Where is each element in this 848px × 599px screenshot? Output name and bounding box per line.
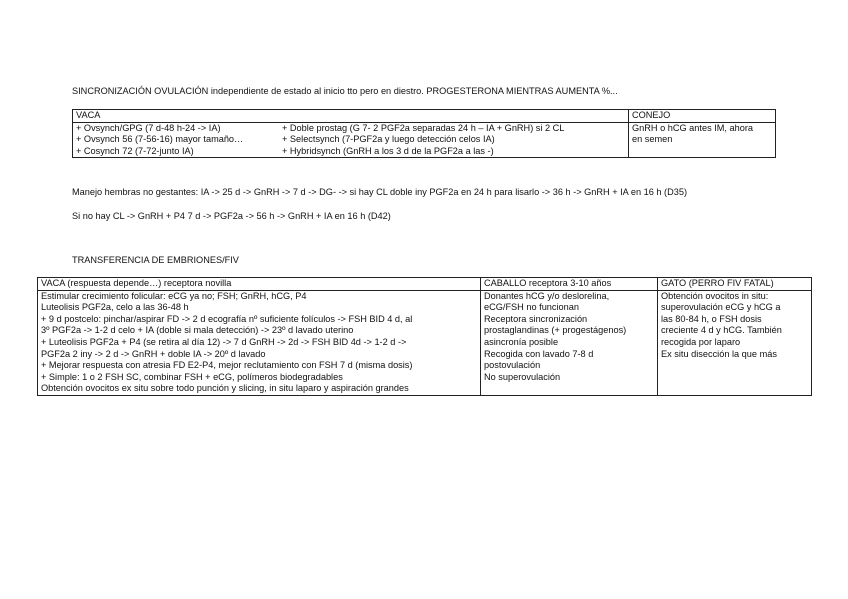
protocol-line: + Cosynch 72 (7-72-junto IA) <box>76 145 194 156</box>
cell-vaca-protocols-1 <box>73 122 280 158</box>
table-transferencia <box>37 277 812 396</box>
vaca-line: + Mejorar respuesta con atresia FD E2-P4, mejor reclutamiento con FSH 7 d (misma dosis) <box>41 360 413 371</box>
section-title-transferencia: TRANSFERENCIA DE EMBRIONES/FIV <box>72 255 239 265</box>
manejo-paragraph-1: Manejo hembras no gestantes: IA -> 25 d -> GnRH -> 7 d -> DG- -> si hay CL doble iny PGF2a en 24 h para lisarlo -> 36 h -> GnRH + IA en 16 h (D35) <box>72 187 688 197</box>
protocol-line: + Selectsynch (7-PGF2a y luego detección celos IA) <box>282 134 495 145</box>
caballo-line: eCG/FSH no funcionan <box>484 302 579 313</box>
cell-vaca <box>38 290 481 395</box>
protocol-line: + Ovsynch/GPG (7 d-48 h-24 -> IA) <box>76 122 221 133</box>
header-caballo: CABALLO receptora 3-10 años <box>481 278 658 291</box>
gato-line: Obtención ovocitos in situ: <box>661 290 769 301</box>
conejo-line: en semen <box>632 134 673 145</box>
cell-caballo <box>481 290 658 395</box>
gato-line: recogida por laparo <box>661 336 741 347</box>
gato-line: las 80-84 h, o FSH dosis <box>661 313 762 324</box>
vaca-line: PGF2a 2 iny -> 2 d -> GnRH + doble IA -> 20º d lavado <box>41 348 266 359</box>
section-title-sincronizacion: SINCRONIZACIÓN OVULACIÓN independiente de estado al inicio tto pero en diestro. PROGESTERONA MIENTRAS AUMENTA %... <box>72 86 618 96</box>
vaca-line: + 9 d postcelo: pinchar/aspirar FD -> 2 d ecografía nº suficiente folículos -> FSH BID 4 d, al <box>41 313 413 324</box>
header-gato: GATO (PERRO FIV FATAL) <box>658 278 812 291</box>
gato-line: superovulación eCG y hCG a <box>661 302 781 313</box>
caballo-line: prostaglandinas (+ progestágenos) <box>484 325 627 336</box>
caballo-line: asincronía posible <box>484 336 559 347</box>
protocol-line: + Ovsynch 56 (7-56-16) mayor tamaño… <box>76 134 244 145</box>
caballo-line: Recogida con lavado 7-8 d <box>484 348 594 359</box>
header-vaca: VACA <box>73 110 629 123</box>
vaca-line: 3º PGF2a -> 1-2 d celo + IA (doble si mala detección) -> 23º d lavado uterino <box>41 325 354 336</box>
manejo-paragraph-2: Si no hay CL -> GnRH + P4 7 d -> PGF2a -> 56 h -> GnRH + IA en 16 h (D42) <box>72 211 391 221</box>
conejo-line: GnRH o hCG antes IM, ahora <box>632 122 754 133</box>
gato-line: Ex situ disección la que más <box>661 348 777 359</box>
caballo-line: postovulación <box>484 360 541 371</box>
vaca-line: + Luteolisis PGF2a + P4 (se retira al día 12) -> 7 d GnRH -> 2d -> FSH BID 4d -> 1-2 d -> <box>41 336 407 347</box>
gato-line: creciente 4 d y hCG. También <box>661 325 782 336</box>
cell-gato <box>658 290 812 395</box>
caballo-line: No superovulación <box>484 371 561 382</box>
vaca-line: Luteolisis PGF2a, celo a las 36-48 h <box>41 302 189 313</box>
vaca-line: Obtención ovocitos ex situ sobre todo punción y slicing, in situ laparo y aspiración grandes <box>41 383 409 394</box>
protocol-line: + Doble prostag (G 7- 2 PGF2a separadas 24 h – IA + GnRH) si 2 CL <box>282 122 565 133</box>
header-conejo: CONEJO <box>629 110 776 123</box>
caballo-line: Donantes hCG y/o deslorelina, <box>484 290 610 301</box>
header-vaca: VACA (respuesta depende…) receptora novilla <box>38 278 481 291</box>
table-sincronizacion <box>72 109 776 158</box>
cell-vaca-protocols-2 <box>279 122 629 158</box>
vaca-line: + Simple: 1 o 2 FSH SC, combinar FSH + eCG, polímeros biodegradables <box>41 371 343 382</box>
protocol-line: + Hybridsynch (GnRH a los 3 d de la PGF2a a las -) <box>282 145 494 156</box>
caballo-line: Receptora sincronización <box>484 313 588 324</box>
cell-conejo <box>629 122 776 158</box>
vaca-line: Estimular crecimiento folicular: eCG ya no; FSH; GnRH, hCG, P4 <box>41 290 307 301</box>
